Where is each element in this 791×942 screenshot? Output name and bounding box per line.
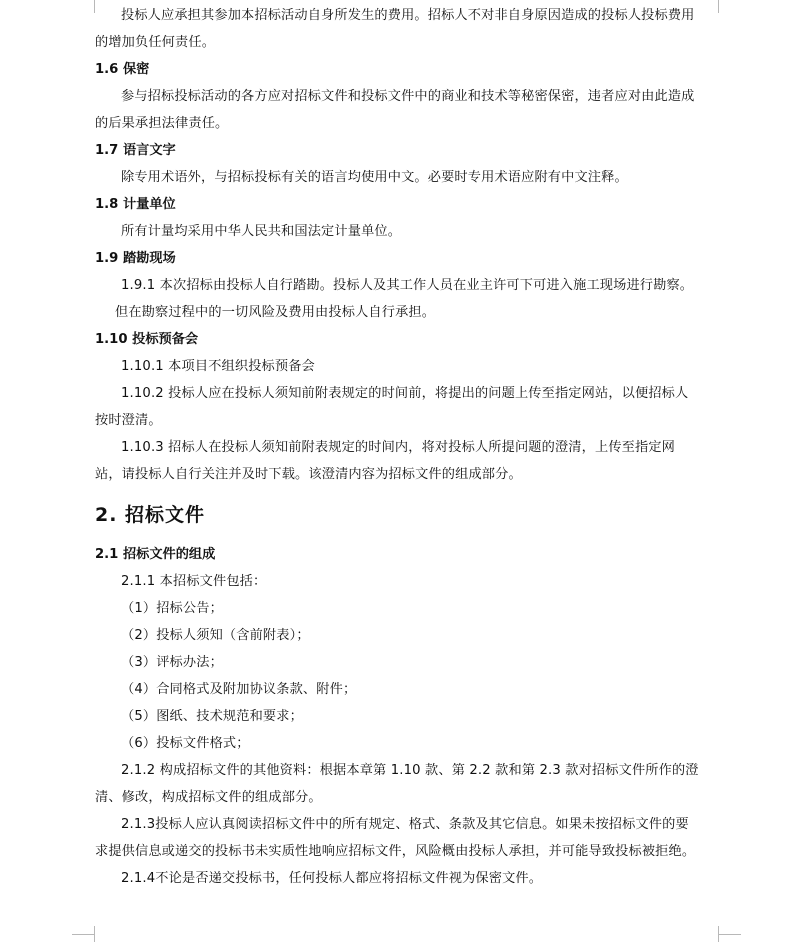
heading-1-6-confidentiality: 1.6 保密 (95, 62, 150, 77)
paragraph-2-1-2: 2.1.2 构成招标文件的其他资料：根据本章第 1.10 款、第 2.2 款和第 2.3 款对招标文件所作的澄清、修改，构成招标文件的组成部分。 (95, 763, 699, 805)
list-item-4: （4）合同格式及附加协议条款、附件； (121, 682, 357, 697)
paragraph-1-10-1: 1.10.1 本项目不组织投标预备会 (121, 359, 315, 374)
document-page (95, 2, 701, 892)
paragraph-2-1-1: 2.1.1 本招标文件包括： (121, 574, 267, 589)
paragraph-1-10-3: 1.10.3 招标人在投标人须知前附表规定的时间内，将对投标人所提问题的澄清，上传至指定网站，请投标人自行关注并及时下载。该澄清内容为招标文件的组成部分。 (95, 440, 676, 482)
list-item-2: （2）投标人须知（含前附表）； (121, 628, 310, 643)
list-item-6: （6）投标文件格式； (121, 736, 250, 751)
heading-1-7-language: 1.7 语言文字 (95, 143, 176, 158)
margin-mark-bottom-right (718, 926, 741, 942)
heading-2-tender-documents: 2. 招标文件 (95, 504, 206, 526)
paragraph-language: 除专用术语外，与招标投标有关的语言均使用中文。必要时专用术语应附有中文注释。 (121, 170, 628, 185)
paragraph-1-9-1: 1.9.1 本次招标由投标人自行踏勘。投标人及其工作人员在业主许可下可进入施工现场进行勘察。但在勘察过程中的一切风险及费用由投标人自行承担。 (115, 278, 694, 320)
heading-1-9-site-visit: 1.9 踏勘现场 (95, 251, 176, 266)
margin-mark-top-left (72, 0, 95, 13)
paragraph-1-10-2: 1.10.2 投标人应在投标人须知前附表规定的时间前，将提出的问题上传至指定网站，以便招标人按时澄清。 (95, 386, 689, 428)
list-item-3: （3）评标办法； (121, 655, 223, 670)
margin-mark-top-right (718, 0, 741, 13)
heading-1-10-pre-bid-meeting: 1.10 投标预备会 (95, 332, 199, 347)
heading-2-1-composition: 2.1 招标文件的组成 (95, 547, 216, 562)
heading-1-8-units: 1.8 计量单位 (95, 197, 176, 212)
paragraph-confidentiality: 参与招标投标活动的各方应对招标文件和投标文件中的商业和技术等秘密保密，违者应对由此造成的后果承担法律责任。 (95, 89, 695, 131)
paragraph-2-1-4: 2.1.4不论是否递交投标书，任何投标人都应将招标文件视为保密文件。 (121, 871, 543, 886)
list-item-1: （1）招标公告； (121, 601, 223, 616)
paragraph-2-1-3: 2.1.3投标人应认真阅读招标文件中的所有规定、格式、条款及其它信息。如果未按招标文件的要求提供信息或递交的投标书未实质性地响应招标文件，风险概由投标人承担，并可能导致投标被拒绝。 (95, 817, 696, 859)
paragraph-bidding-cost: 投标人应承担其参加本招标活动自身所发生的费用。招标人不对非自身原因造成的投标人投标费用的增加负任何责任。 (95, 8, 695, 50)
list-item-5: （5）图纸、技术规范和要求； (121, 709, 303, 724)
paragraph-units: 所有计量均采用中华人民共和国法定计量单位。 (121, 224, 402, 239)
margin-mark-bottom-left (72, 926, 95, 942)
